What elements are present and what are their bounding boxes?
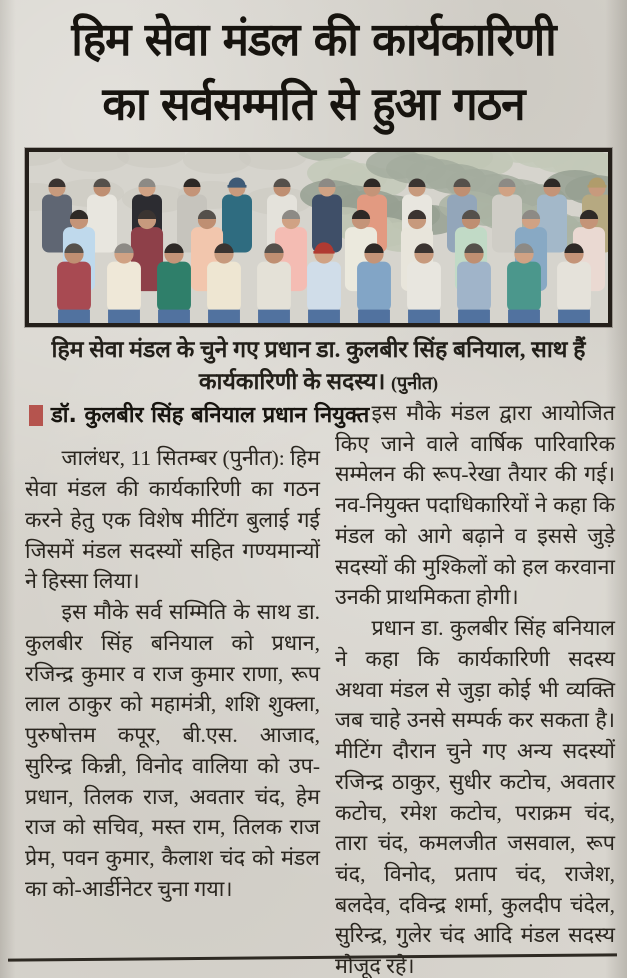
caption-text: कार्यकारिणी के सदस्य। bbox=[198, 368, 386, 394]
paragraph-members-list: प्रधान डा. कुलबीर सिंह बनियाल ने कहा कि कार्यकारिणी सदस्य अथवा मंडल से जुड़ा कोई भी व्यक्ति जब चाहे उनसे सम्पर्क कर सकता है। मीटिंग दौरान चुने गए अन्य सदस्यों रजिन्द्र ठाकुर, सुधीर कटोच, अवतार कटोच, रमेश कटोच, पराक्रम चंद, तारा चंद, कमलजीत जसवाल, रूप चंद, विनोद, प्रताप चंद, राजेश, बलदेव, दविन्द्र शर्मा, कुलदीप चंदेल, सुरिन्द्र, गुलेर चंद आदि मंडल सदस्य मौजूद रहे। bbox=[335, 616, 615, 978]
subheadline bbox=[29, 400, 370, 431]
bullet-marker bbox=[29, 405, 43, 426]
paragraph-dateline: जालंधर, 11 सितम्बर (पुनीत): हिम सेवा मंडल की कार्यकारिणी का गठन करने हेतु एक विशेष मीटिंग बुलाई गई जिसमें मंडल सदस्यों सहित गण्यमान्यों ने हिस्सा लिया। bbox=[25, 446, 320, 594]
caption-credit: (पुनीत) bbox=[391, 372, 439, 393]
caption-line-2 bbox=[28, 366, 609, 398]
subheadline-text: डॉ. कुलबीर सिंह बनियाल प्रधान नियुक्त bbox=[51, 403, 370, 428]
photo-caption bbox=[28, 334, 609, 397]
article-body bbox=[25, 398, 615, 978]
caption-line-1: हिम सेवा मंडल के चुने गए प्रधान डा. कुलबीर सिंह बनियाल, साथ हैं bbox=[51, 337, 586, 362]
column-right bbox=[335, 398, 615, 978]
paragraph-office-bearers: इस मौके सर्व सम्मिति के साथ डा. कुलबीर सिंह बनियाल को प्रधान, रजिन्द्र कुमार व राज कुमार राणा, रूप लाल ठाकुर को महामंत्री, शशि शुक्ला, पुरुषोत्तम कपूर, बी.एस. आजाद, सुरिन्द्र किन्नी, विनोद वालिया को उप-प्रधान, तिलक राज, अवतार चंद, हेम राज को सचिव, मस्त राम, तिलक राज प्रेम, पवन कुमार, कैलाश चंद को मंडल का को-आर्डीनेटर चुना गया। bbox=[25, 600, 320, 901]
headline-line-1: हिम सेवा मंडल की कार्यकारिणी bbox=[71, 13, 556, 67]
column-left bbox=[25, 398, 370, 978]
headline-line-2: का सर्वसम्मति से हुआ गठन bbox=[102, 78, 525, 132]
group-photo-illustration bbox=[29, 152, 608, 323]
main-headline bbox=[0, 8, 627, 138]
group-photo bbox=[25, 148, 612, 327]
paragraph-annual-meet: इस मौके मंडल द्वारा आयोजित किए जाने वाले वार्षिक पारिवारिक सम्मेलन की रूप-रेखा तैयार की गई। नव-नियुक्त पदाधिकारियों ने कहा कि मंडल को आगे बढ़ाने व इससे जुड़े सदस्यों की मुश्किलों को हल करवाना उनकी प्राथमिकता होगी। bbox=[335, 401, 615, 610]
